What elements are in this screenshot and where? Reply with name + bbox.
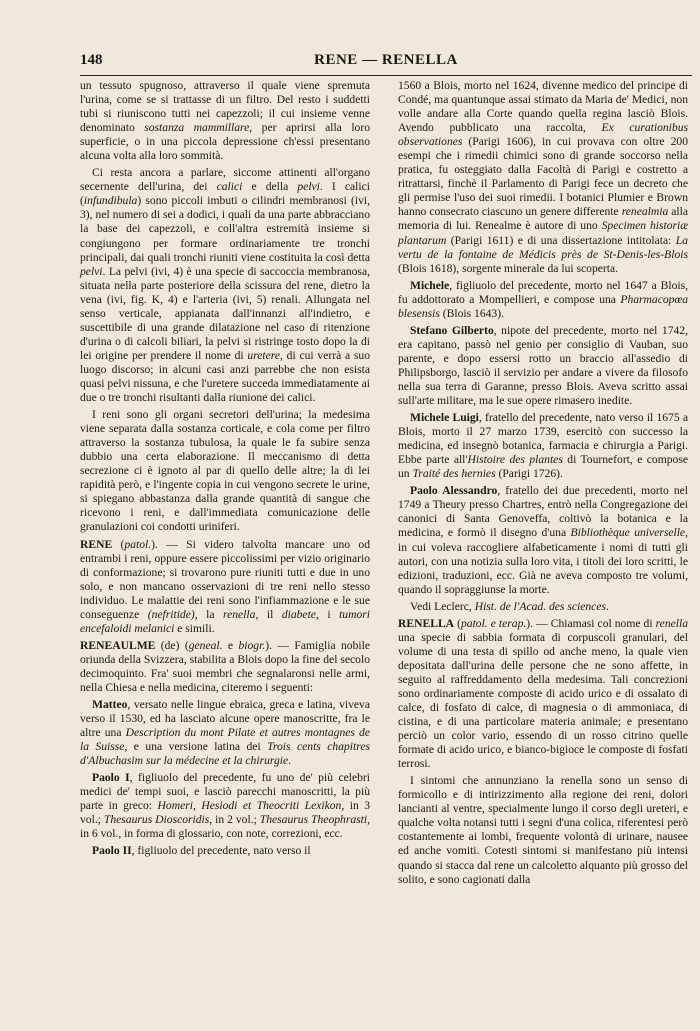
- text-run: I reni sono gli organi secretori dell'urina; la medesima viene separata dalla sostanza corticale, e cola come per filtro attraverso la sostanza tubulosa, la quale le fa subire senza dubbio una certa elaborazione. Il meccanismo di detta secrezione ci è ignoto al par di quello delle altre; la di lei rapidità però, e l'ingente copia in cui vengono secrete le urine, si spiegano abbastanza dalla grande quantità di sangue che ricevono i reni, e dall'immediata comunicazione delle granulazioni coi condotti uriniferi.: [80, 408, 370, 534]
- italic-text: tumori encefaloidi melanici: [80, 607, 370, 635]
- headword: Paolo II: [92, 844, 132, 858]
- italic-text: diabete: [281, 607, 316, 621]
- italic-text: patol. e terap.: [460, 616, 527, 630]
- family-member-entry: [80, 844, 370, 858]
- italic-text: Trois cents chapitres d'Albuchasim sur la médecine et la chirurgie: [80, 740, 370, 768]
- body-paragraph: [398, 774, 688, 886]
- text-run: , il: [255, 607, 282, 621]
- italic-text: (nefritide): [147, 607, 195, 621]
- text-run: (Parigi 1611) e di una dissertazione intitolata:: [446, 233, 676, 247]
- header-rule: [80, 75, 692, 76]
- text-run: , in 6 vol., in forma di glossario, con note, correzioni, ecc.: [80, 813, 371, 841]
- italic-text: renella: [223, 607, 256, 621]
- text-run: ). — Si videro talvolta mancare uno od entrambi i reni, oppure essere piccolissimi per vizio originario di conformazione; si trovarono pure riuniti tutti e due in uno solo, e non mancano osservazioni di tre reni nello stesso individuo. Le malattie dei reni sono l'infiammazione e le sue conseguenze: [80, 537, 370, 621]
- italic-text: Thesaurus Dioscoridis: [103, 813, 210, 827]
- family-member-entry: [398, 411, 688, 481]
- text-run: , fratello dei due precedenti, morto nel 1749 a Theury presso Chartres, entrò nella Congregazione dei canonici di Santa Genoveffa, coltivò la botanica e la medicina, e formò il disegno d'una: [398, 484, 688, 540]
- text-run: (Blois 1643).: [439, 306, 504, 320]
- text-run: , in cui voleva raccogliere alfabeticamente i nomi di tutti gli autori, con una notizia sulla loro vita, i titoli dei loro scritti, le edizioni, traduzioni, ecc. Già ne aveva composto tre volumi, quando il sopraggiunse la morte.: [398, 526, 688, 596]
- family-member-entry: [398, 600, 688, 614]
- text-run: di Tournefort, e compose un: [398, 453, 688, 481]
- italic-text: Pharmacopœa blesensis: [398, 292, 688, 320]
- page-number: 148: [80, 52, 103, 68]
- text-run: (Parigi 1606), in cui provava con oltre 200 esempi che i rimedii chimici sono di grande soccorso nella pratica, fu osteggiato dalla Facoltà di Parigi e costretto a ritrattarsi, finchè il Parlamento di Parigi fece un decreto che gli permise l'uso dei suoi rimedii. I botanici Plumier e Brown hanno consecrato ciascuno un genere differente: [398, 135, 688, 219]
- italic-text: La vertu de la fontaine de Médicis près de St-Denis-les-Blois: [398, 233, 688, 261]
- text-run: ) sono piccoli imbuti o cilindri membranosi (ivi, 3), nel numero di sei a dodici, i quali da una parte abbracciano la base dei capezzoli, e coll'altra estremità insieme si congiungono per formare ordinariamente tre tronchi principali, dai quali tronchi riuniti viene costituita la così detta: [80, 194, 370, 264]
- text-run: I sintomi che annunziano la renella sono un senso di formicollo e di intirizzimento alla regione dei reni, dolori lancianti al ventre, specialmente lungo il corso degli ureteri, e qualche volta notansi tutti i segni d'una colica, riferentesi però costantemente ai lombi, frequente volontà di urinare, nausee ed anche vomiti. Cotesti sintomi si manifestano più intensi quando si stacca dal rene un calcoletto alquanto più grosso del solito, e sono cagionati dalla: [398, 774, 688, 886]
- running-header: [80, 52, 692, 72]
- text-run: Vedi Leclerc,: [410, 599, 475, 613]
- headword: Michele Luigi: [410, 411, 479, 425]
- italic-text: Ex curationibus observationes: [398, 121, 688, 149]
- dictionary-entry: [398, 617, 688, 772]
- text-run: Ci resta ancora a parlare, siccome attinenti all'organo secernente dell'urina, dei: [80, 166, 370, 194]
- text-run: . La pelvi (ivi, 4) è una specie di saccoccia membranosa, situata nella parte posteriore della scissura del rene, dietro la vena (ivi, fig. K, 4) e l'arteria (ivi, 5) renali. Allungata nel senso verticale, appianata dall'innanzi all'indietro, e suscettibile di una grande dilatazione nel caso di ritenzione d'urina o di calcoli biliari, la pelvi si ristringe tosto dopo la di lei origine per prendere il nome di: [80, 264, 370, 362]
- italic-text: Homeri, Hesiodi et Theocriti Lexikon: [157, 799, 342, 813]
- text-run: .: [605, 599, 609, 613]
- italic-text: Bibliothèque universelle: [570, 526, 686, 540]
- body-paragraph: [80, 79, 370, 163]
- italic-text: patol.: [124, 537, 152, 551]
- text-run: ). — Famiglia nobile oriunda della Svizzera, stabilita a Blois dopo la fine del secolo decimoquinto. Fra' suoi membri che segnalaronsi nelle armi, nella Chiesa e nella medicina, citeremo i seguenti:: [80, 638, 370, 694]
- text-run: e: [222, 638, 239, 652]
- headword: Michele: [410, 278, 450, 292]
- dictionary-entry: [80, 639, 370, 695]
- headword: RENE: [80, 537, 113, 551]
- italic-text: pelvi: [80, 264, 103, 278]
- running-title: RENE — RENELLA: [314, 52, 458, 68]
- headword: RENEAULME: [80, 638, 156, 652]
- italic-text: Traité des hernies: [412, 467, 496, 481]
- text-run: una specie di sabbia formata di corpuscoli granulari, del volume di una testa di spillo od anche meno, la quale vien depositata dall'urina delle persone che ne sono affette, in seguito al raffreddamento della medesima. Tali concrezioni sono ordinariamente composte di acido urico e di ossalato di calce, di fosfato di calce, di magnesia o di ammoniaca, di cistina, e di una particolare materia animale; e presentano perciò un color vario, essendo di un rosso citrino quelle formate di acido urico, e bianco-bigioce le composte di fosfati terrosi.: [398, 630, 688, 771]
- text-run: (de) (: [155, 638, 189, 652]
- text-run: un tessuto spugnoso, attraverso il quale viene spremuta l'urina, come se si trattasse di un filtro. Del resto i suddetti tubi si riuniscono tutti nei capezzoli; il cui insieme venne denominato: [80, 79, 370, 135]
- italic-text: Thesaurus Theophrasti: [259, 813, 368, 827]
- italic-text: renealmia: [621, 205, 669, 219]
- dictionary-entry: [80, 538, 370, 636]
- text-run: 1560 a Blois, morto nel 1624, divenne medico del principe di Condé, ma quantunque assai stimato da Maria de' Medici, non volle andare alla Corte quando quella regina lasciò Blois. Avendo pubblicato una raccolta,: [398, 79, 688, 135]
- family-member-entry: [398, 484, 688, 596]
- family-member-entry: [398, 324, 688, 408]
- italic-text: pelvi: [297, 180, 320, 194]
- text-run: .: [288, 754, 292, 768]
- italic-text: calici: [216, 180, 243, 194]
- text-run: , per aprirsi alla loro superficie, o in una piccola depressione ch'essi presentano alcuna volta alla loro sommità.: [80, 121, 370, 163]
- text-run: , figliuolo del precedente, nato verso il: [131, 844, 311, 858]
- text-run: , figliuolo del precedente, morto nel 1647 a Blois, fu addottorato a Mompellieri, e compose una: [398, 278, 688, 306]
- text-run: (Parigi 1726).: [495, 467, 563, 481]
- text-run: e della: [242, 180, 298, 194]
- text-run: , la: [194, 607, 224, 621]
- text-run: , in 2 vol.;: [209, 813, 260, 827]
- headword: Matteo: [92, 698, 128, 712]
- italic-text: geneal.: [188, 638, 223, 652]
- text-run: alla memoria di lui. Renealme è autore di uno: [398, 205, 688, 233]
- italic-text: infundibula: [83, 194, 138, 208]
- headword: Paolo Alessandro: [410, 484, 498, 498]
- text-run: , e una versione latina dei: [124, 740, 268, 754]
- italic-text: renella: [655, 616, 689, 630]
- family-member-entry: [80, 698, 370, 768]
- text-run: , figliuolo del precedente, fu uno de' più celebri medici de' tempi suoi, e lasciò parecchi manoscritti, la più parte in greco:: [80, 771, 370, 813]
- italic-text: Hist. de l'Acad. des sciences: [474, 599, 606, 613]
- text-run: (: [454, 616, 461, 630]
- italic-text: sostanza mammillare: [144, 121, 250, 135]
- family-member-entry: [80, 771, 370, 841]
- family-member-entry: [398, 279, 688, 321]
- text-run: , fratello del precedente, nato verso il 1675 a Blois, morto il 27 marzo 1739, esercitò con successo la medicina, ed insegnò botanica, farmacia e chirurgia a Parigi. Ebbe parte all': [398, 411, 688, 467]
- italic-text: uretere: [247, 348, 281, 362]
- text-run: , di cui verrà a suo luogo discorso; in alcuni casi anzi parrebbe che non esista quasi pelvi nissuna, e che l'uretere succeda immediatamente ai due o tre tronchi risultanti dalla riunione dei calici.: [80, 348, 370, 405]
- text-run: e simili.: [174, 621, 215, 635]
- right-column: [398, 79, 688, 890]
- left-column: [80, 79, 370, 862]
- text-run: (: [112, 537, 125, 551]
- body-paragraph: [80, 166, 370, 405]
- italic-text: Specimen historiæ plantarum: [398, 219, 688, 247]
- body-paragraph: [80, 408, 370, 534]
- italic-text: Histoire des plantes: [467, 453, 563, 467]
- italic-text: biogr.: [238, 638, 266, 652]
- headword: Stefano Gilberto: [410, 323, 494, 337]
- body-paragraph: [398, 79, 688, 276]
- text-run: . I calici (: [80, 180, 370, 208]
- headword: RENELLA: [398, 616, 455, 630]
- headword: Paolo I: [92, 771, 130, 785]
- text-run: , versato nelle lingue ebraica, greca e latina, viveva verso il 1530, ed ha lasciato alcune opere manoscritte, fra le altre una: [80, 698, 370, 740]
- text-run: ). — Chiamasi col nome di: [526, 616, 656, 630]
- italic-text: Description du mont Pilate et autres montagnes de la Suisse: [80, 726, 370, 754]
- text-run: , in 3 vol.;: [80, 799, 370, 827]
- text-run: , i: [315, 607, 340, 621]
- text-run: (Blois 1618), sorgente minerale da lui scoperta.: [398, 261, 619, 275]
- text-run: , nipote del precedente, morto nel 1742, era capitano, passò nel genio per consiglio di Vauban, suo parente, e dopo essersi rotto un braccio all'assedio di Philipsborgo, lasciò il servizio per andare a vivere da filosofo nella sua terra di Garanne, presso Blois. Aveva scritto assai sull'arte militare, ma le sue opere rimasero inedite.: [398, 323, 688, 408]
